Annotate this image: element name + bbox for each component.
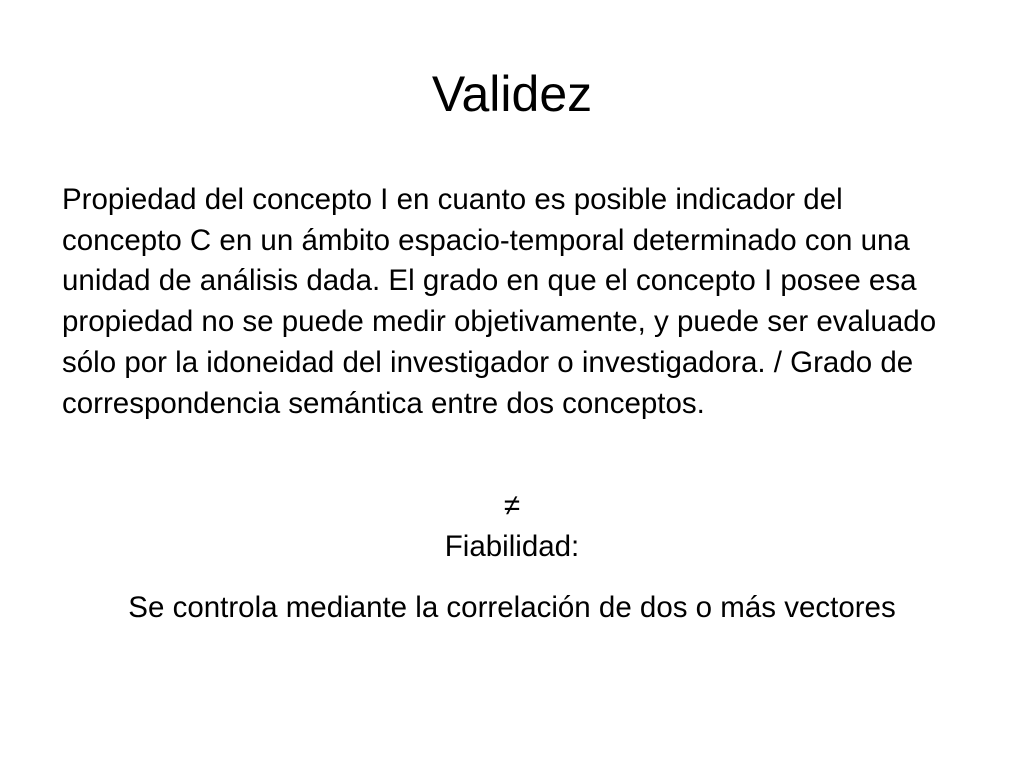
slide-title: Validez (431, 66, 593, 122)
contrast-description: Se controla mediante la correlación de dos o más vectores (128, 591, 896, 624)
contrast-term: Fiabilidad: (444, 530, 580, 563)
not-equal-symbol: ≠ (503, 489, 521, 522)
definition-paragraph: Propiedad del concepto I en cuanto es posible indicador del concepto C en un ámbito espacio-temporal determinado con una unidad de análisis dada. El grado en que el concepto I posee esa propiedad no se puede medir objetivamente, y puede ser evaluado sólo por la idoneidad del investigador o investigadora. / Grado de correspondencia semántica entre dos conceptos. (62, 183, 937, 420)
